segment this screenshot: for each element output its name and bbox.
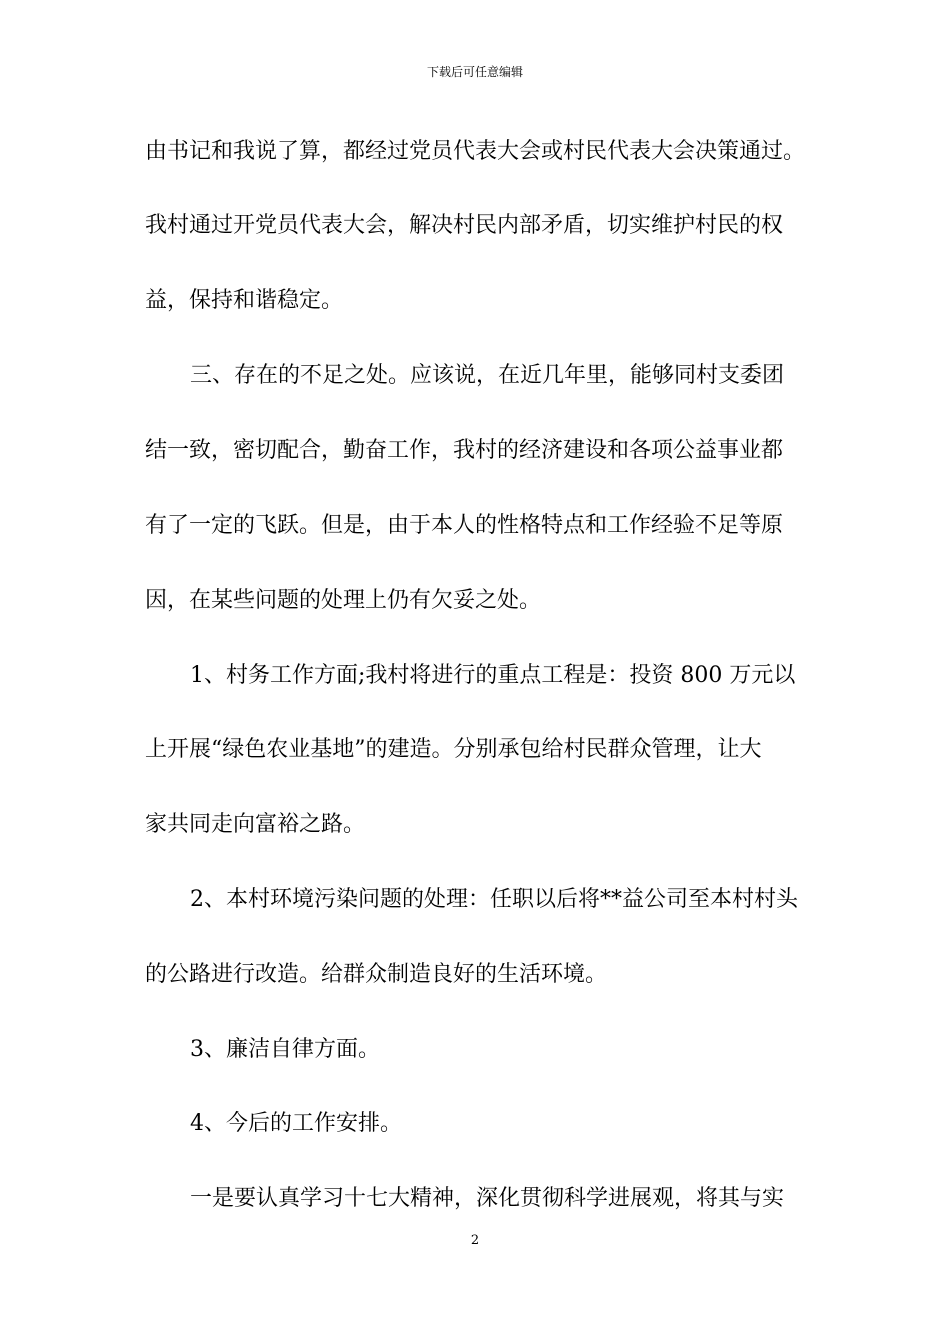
text-line: 一是要认真学习十七大精神，深化贯彻科学进展观，将其与实	[190, 1186, 785, 1211]
text-line: 1、村务工作方面;我村将进行的重点工程是：投资 800 万元以	[190, 663, 796, 688]
text-line: 三、存在的不足之处。应该说，在近几年里，能够同村支委团	[190, 363, 785, 388]
text-line: 因，在某些问题的处理上仍有欠妥之处。	[145, 588, 542, 613]
page-number: 2	[470, 1233, 480, 1248]
text-line: 的公路进行改造。给群众制造良好的生活环境。	[145, 962, 608, 987]
page-header: 下载后可任意编辑	[426, 65, 523, 79]
text-line: 我村通过开党员代表大会，解决村民内部矛盾，切实维护村民的权	[145, 213, 784, 238]
text-line: 2、本村环境污染问题的处理：任职以后将**益公司至本村村头	[190, 887, 798, 912]
text-line: 3、廉洁自律方面。	[190, 1037, 380, 1062]
text-line: 结一致，密切配合，勤奋工作，我村的经济建设和各项公益事业都	[145, 438, 784, 463]
text-line: 益，保持和谐稳定。	[145, 288, 344, 313]
text-line: 有了一定的飞跃。但是，由于本人的性格特点和工作经验不足等原	[145, 513, 784, 538]
text-line: 上开展“绿色农业基地”的建造。分别承包给村民群众管理，让大	[145, 737, 762, 762]
text-line: 家共同走向富裕之路。	[145, 812, 366, 837]
text-line: 由书记和我说了算，都经过党员代表大会或村民代表大会决策通过。	[145, 139, 806, 164]
text-line: 4、今后的工作安排。	[190, 1111, 402, 1136]
